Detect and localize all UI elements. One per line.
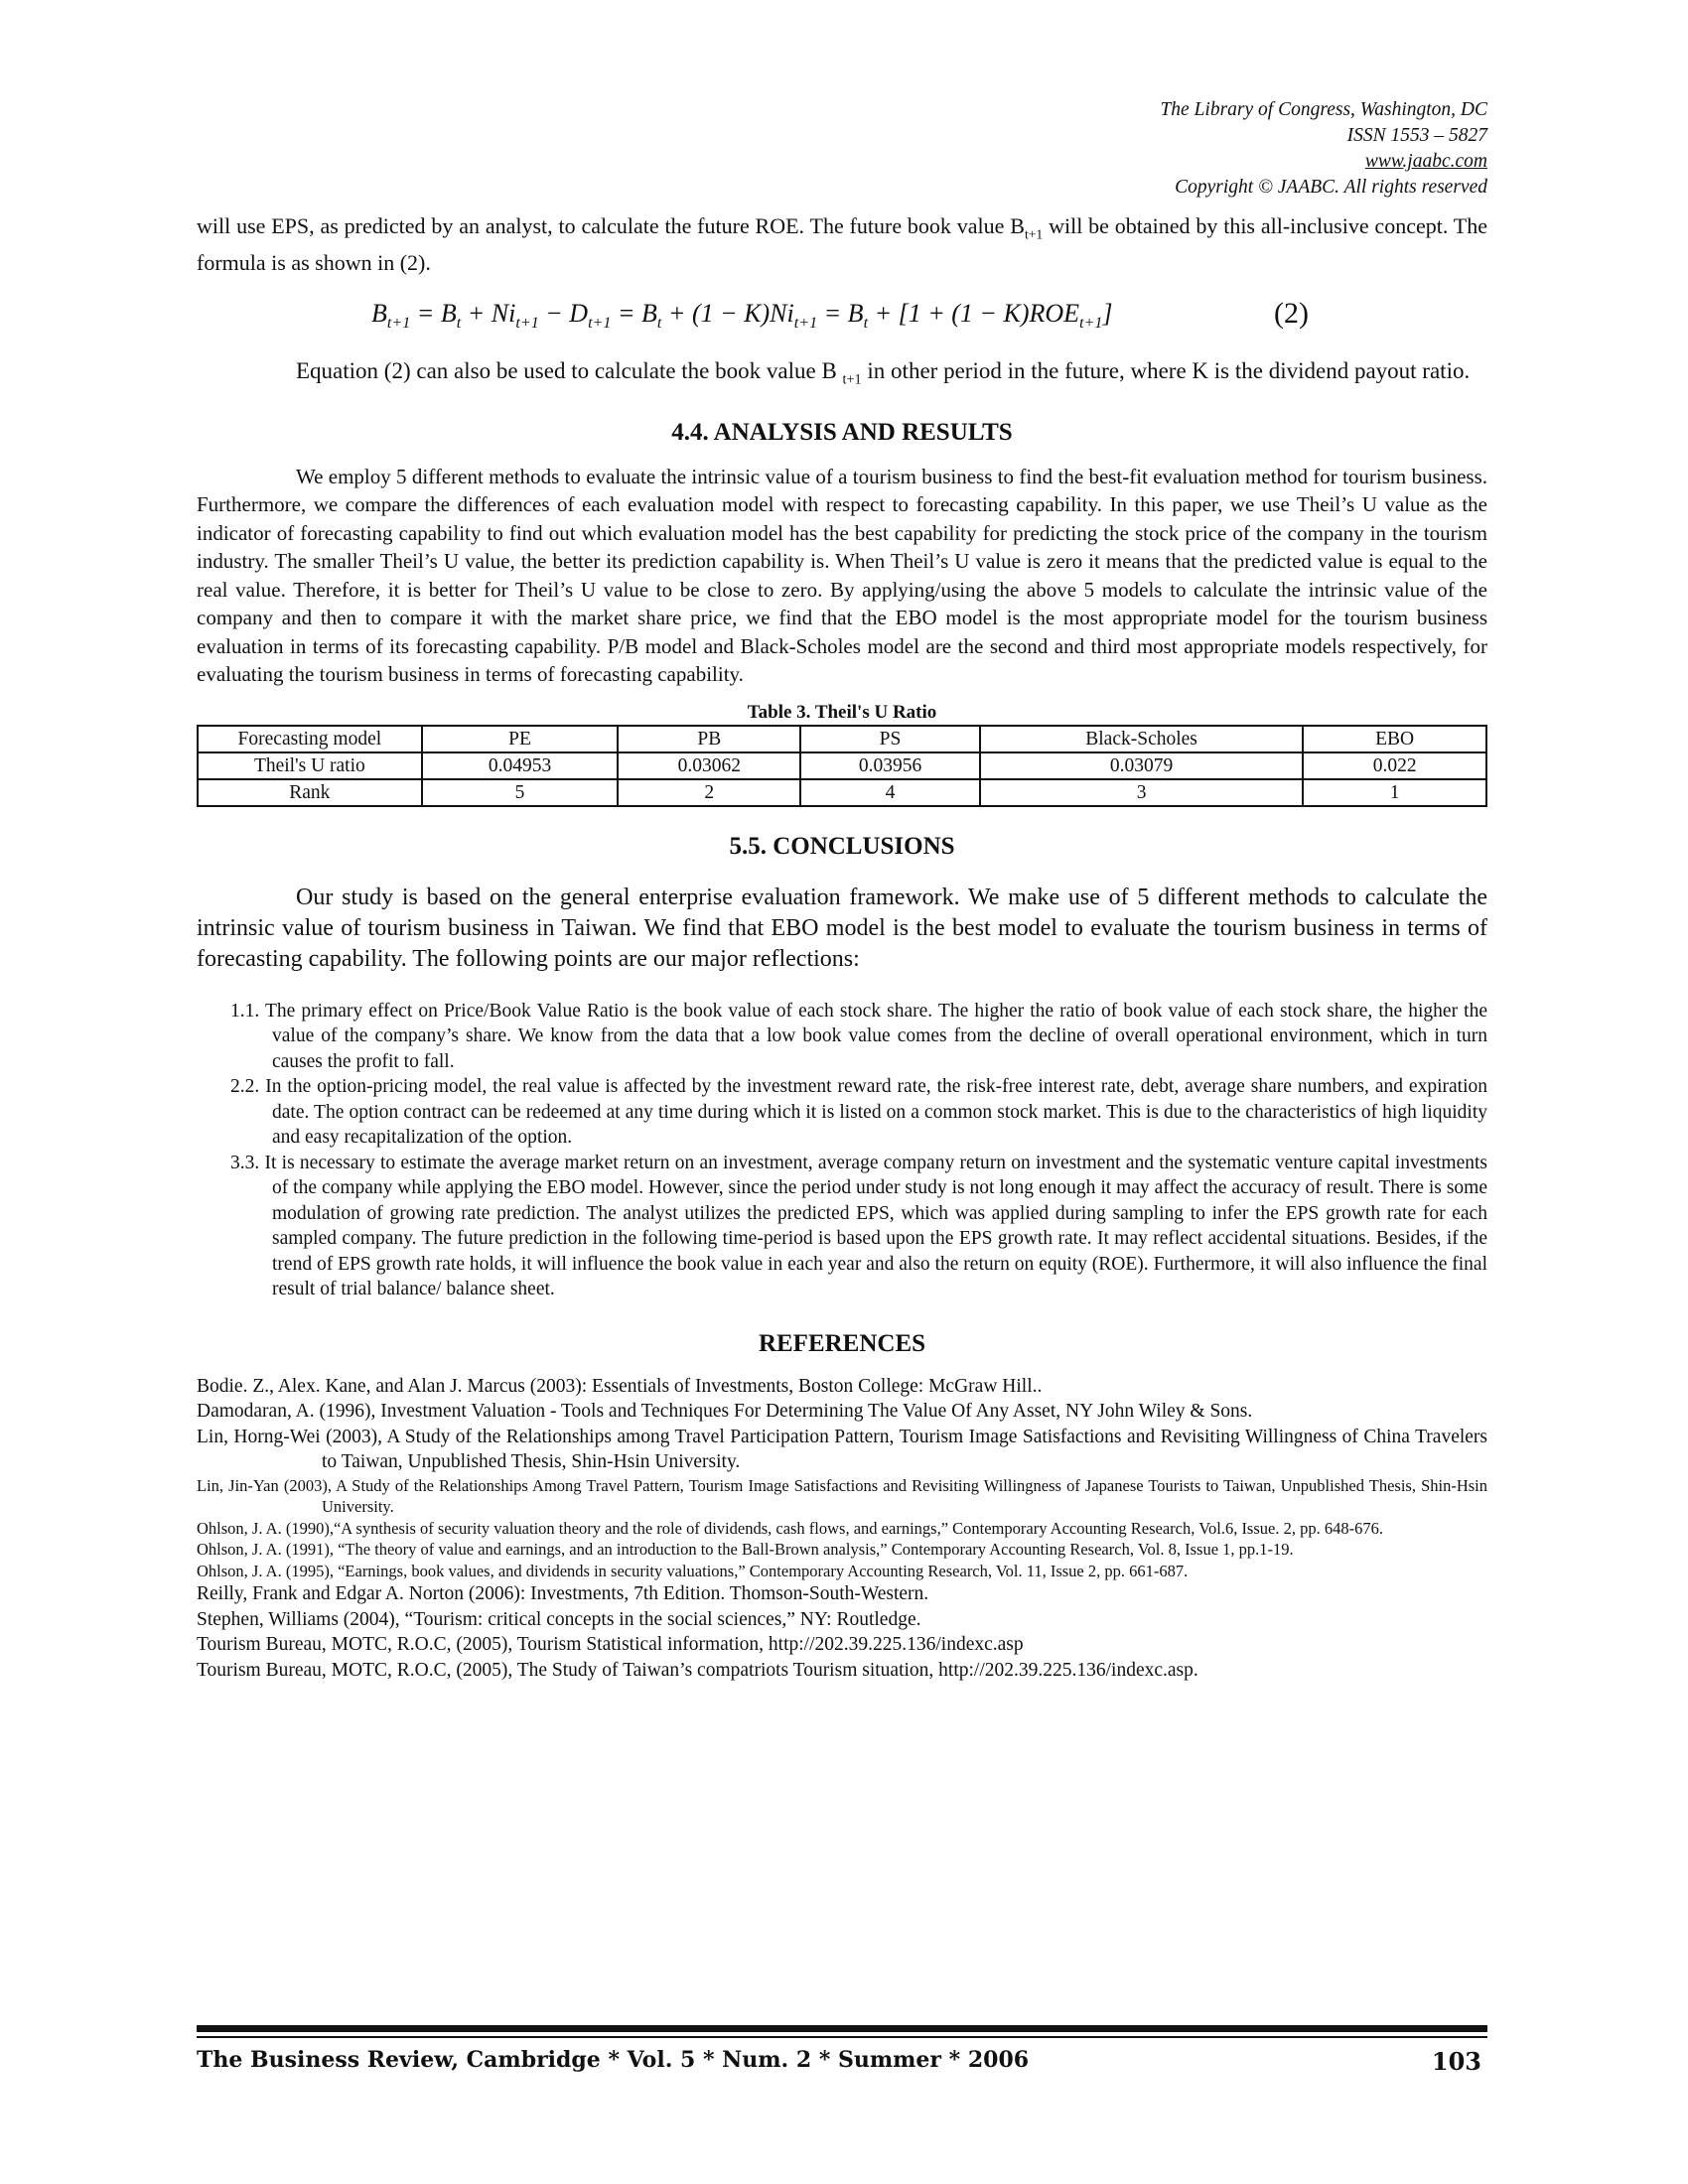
table-row: [198, 752, 1486, 779]
intro-paragraph: will use EPS, as predicted by an analyst, to calculate the future ROE. The future book value $B_{t+1}$ will be obtained by this all-inclusive concept. The formula is as shown in (2).: [197, 213, 1487, 275]
table-header-cell: EBO: [1303, 726, 1486, 752]
table-header-cell: PS: [800, 726, 980, 752]
page-content: [197, 0, 1487, 1683]
references-list: [197, 1374, 1487, 1684]
reference-item: Ohlson, J. A. (1995), “Earnings, book values, and dividends in security valuations,” Contemporary Accounting Research, Vol. 11, Issue 2, pp. 661-687.: [197, 1561, 1189, 1580]
reference-item: Lin, Horng-Wei (2003), A Study of the Relationships among Travel Participation Pattern, Tourism Image Satisfactions and Revisiting Willingness of China Travelers to Taiwan, Unpublished Thesis, Shin-Hsin University.: [197, 1426, 1487, 1473]
table-cell: 0.03062: [618, 752, 800, 779]
reference-item: Bodie. Z., Alex. Kane, and Alan J. Marcus (2003): Essentials of Investments, Boston College: McGraw Hill..: [197, 1375, 1043, 1397]
table-cell: 0.03079: [980, 752, 1303, 779]
table-cell: 3: [980, 779, 1303, 806]
reference-item: Stephen, Williams (2004), “Tourism: critical concepts in the social sciences,” NY: Routledge.: [197, 1608, 921, 1630]
table-header-row: [198, 726, 1486, 752]
reference-item: Ohlson, J. A. (1990),“A synthesis of security valuation theory and the role of dividends, cash flows, and earnings,” Contemporary Accounting Research, Vol.6, Issue. 2, pp. 648-676.: [197, 1518, 1383, 1538]
list-item: 1.1. The primary effect on Price/Book Value Ratio is the book value of each stock share. The higher the ratio of book value of each stock share, the higher the value of the company’s share. We know from the data that a low book value comes from the decline of overall operational environment, which in turn causes the profit to fall.: [230, 1000, 1487, 1072]
reflection-points: [197, 999, 1487, 1302]
table-cell: 5: [422, 779, 619, 806]
section-4-4-title: 4.4. ANALYSIS AND RESULTS: [671, 418, 1013, 446]
table-cell: 4: [800, 779, 980, 806]
table-cell: Rank: [198, 779, 422, 806]
list-item: 3.3. It is necessary to estimate the average market return on an investment, average company return on investment and the systematic venture capital investments of the company while applying the EBO model. However, since the period under study is not long enough it may affect the accuracy of result. There is some modulation of growing rate prediction. The analyst utilizes the predicted EPS, which was applied during sampling to infer the EPS growth rate for each sampled company. The future prediction in the following time-period is based upon the EPS growth rate. It may reflect accidental situations. Besides, if the trend of EPS growth rate holds, it will influence the book value in each year and also the return on equity (ROE). Furthermore, it will also influence the final result of trial balance/ balance sheet.: [230, 1152, 1487, 1300]
equation-2: [197, 299, 1487, 356]
reference-item: Tourism Bureau, MOTC, R.O.C, (2005), The Study of Taiwan’s compatriots Tourism situation, http://202.39.225.136/indexc.asp.: [197, 1659, 1198, 1681]
equation-number: (2): [1274, 297, 1309, 331]
footer-journal: The Business Review, Cambridge * Vol. 5 * Num. 2 * Summer * 2006: [197, 2047, 1030, 2073]
references-title: REFERENCES: [758, 1329, 926, 1357]
table-header-cell: Forecasting model: [198, 726, 422, 752]
reference-item: Ohlson, J. A. (1991), “The theory of value and earnings, and an introduction to the Ball-Brown analysis,” Contemporary Accounting Research, Vol. 8, Issue 1, pp.1-19.: [197, 1540, 1294, 1560]
table-header-cell: Black-Scholes: [980, 726, 1303, 752]
page-number: 103: [1431, 2047, 1481, 2076]
section-5-5-title: 5.5. CONCLUSIONS: [729, 832, 955, 860]
header-issn: ISSN 1553 – 5827: [1346, 125, 1487, 146]
reference-item: Lin, Jin-Yan (2003), A Study of the Relationships Among Travel Pattern, Tourism Image Satisfactions and Revisiting Willingness of Japanese Tourists to Taiwan, Unpublished Thesis, Shin-Hsin University.: [197, 1475, 1487, 1517]
table-cell: 0.04953: [422, 752, 619, 779]
table-header-cell: PB: [618, 726, 800, 752]
reference-item: Reilly, Frank and Edgar A. Norton (2006): Investments, 7th Edition. Thomson-South-Western.: [197, 1583, 929, 1605]
table-row: [198, 779, 1486, 806]
reference-item: Damodaran, A. (1996), Investment Valuation - Tools and Techniques For Determining The Value Of Any Asset, NY John Wiley & Sons.: [197, 1401, 1253, 1423]
reference-item: Tourism Bureau, MOTC, R.O.C, (2005), Tourism Statistical information, http://202.39.225.136/indexc.asp: [197, 1634, 1024, 1656]
table-cell: 1: [1303, 779, 1486, 806]
header-website-link[interactable]: www.jaabc.com: [1364, 151, 1487, 172]
table-cell: 2: [618, 779, 800, 806]
header-line-1: The Library of Congress, Washington, DC: [1160, 99, 1487, 120]
table-cell: 0.022: [1303, 752, 1486, 779]
equation-formula: $B_{t+1} = B_t + Ni_{t+1} - D_{t+1} = B_t + (1 - K)Ni_{t+1} = B_t + [1 + (1 - K)ROE_{t+1}]$: [371, 299, 1113, 333]
equation-explanation: Equation (2) can also be used to calculate the book value B $_{t+1}$ in other period in the future, where K is the dividend payout ratio.: [296, 358, 1471, 388]
section-4-4-text: We employ 5 different methods to evaluate the intrinsic value of a tourism business to find the best-fit evaluation method for tourism business. Furthermore, we compare the differences of each evaluation model with respect to forecasting capability. In this paper, we use Theil’s U value as the indicator of forecasting capability to find out which evaluation model has the best capability for predicting the stock price of the company in the tourism industry. The smaller Theil’s U value, the better its prediction capability is. When Theil’s U value is zero it means that the predicted value is equal to the real value. Therefore, it is better for Theil’s U value to be close to zero. By applying/using the above 5 models to calculate the intrinsic value of the company and then to compare it with the market share price, we find that the EBO model is the most appropriate model for the tourism business evaluation in terms of its forecasting capability. P/B model and Black-Scholes model are the second and third most appropriate models respectively, for evaluating the tourism business in terms of forecasting capability.: [197, 464, 1487, 687]
theils-u-table: [197, 725, 1487, 807]
table-cell: Theil's U ratio: [198, 752, 422, 779]
footer-rule-thin: [197, 2036, 1487, 2038]
table-cell: 0.03956: [800, 752, 980, 779]
table-header-cell: PE: [422, 726, 619, 752]
page-footer: [197, 2047, 1487, 2076]
footer-rule-thick: [197, 2025, 1487, 2032]
section-5-5-text: Our study is based on the general enterprise evaluation framework. We make use of 5 different methods to calculate the intrinsic value of tourism business in Taiwan. We find that EBO model is the best model to evaluate the tourism business in terms of forecasting capability. The following points are our major reflections:: [197, 884, 1487, 972]
header-copyright: Copyright © JAABC. All rights reserved: [1175, 177, 1487, 198]
table-3-title: Table 3. Theil's U Ratio: [747, 701, 937, 723]
list-item: 2.2. In the option-pricing model, the real value is affected by the investment reward rate, the risk-free interest rate, debt, average share numbers, and expiration date. The option contract can be redeemed at any time during which it is listed on a common stock market. This is due to the characteristics of high liquidity and easy recapitalization of the option.: [230, 1076, 1487, 1149]
